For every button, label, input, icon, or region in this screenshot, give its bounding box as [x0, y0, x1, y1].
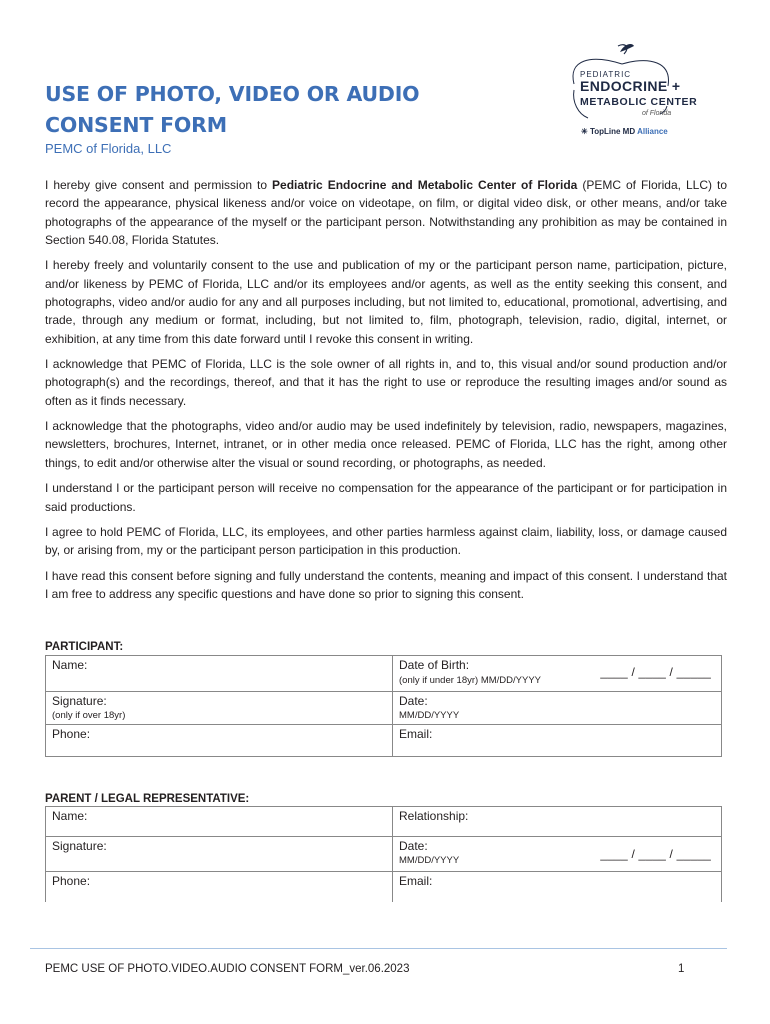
paragraph-1-end: (PEMC of Florida, LLC) to record the appearance, physical likeness and/or voice on videotape, on film, or digital video disk, or other means, and/or take photographs of the appearance of the myself or the participant person. Notwithstanding any prohibition as may be contained in Section 540.08, Florida Statutes.: [45, 178, 727, 247]
representative-phone-field[interactable]: [46, 872, 393, 902]
participant-signature-field[interactable]: [46, 692, 393, 724]
representative-signature-label: Signature:: [52, 839, 107, 853]
alliance-badge: [581, 127, 668, 136]
alliance-prefix: TopLine MD: [589, 127, 636, 136]
participant-date-hint: MM/DD/YYYY: [399, 710, 460, 721]
page-title: [45, 79, 465, 141]
participant-name-field[interactable]: [46, 656, 393, 691]
representative-form: [45, 806, 722, 902]
paragraph-2: I hereby freely and voluntarily consent to the use and publication of my or the participant person name, participation, picture, and/or likeness by PEMC of Florida, LLC and/or its employees and/or agents, as well as the entity seeking this consent, and photographs, video and/or audio for any and all purposes including, but not limited to, educational, promotional, advertising, and trade, through any medium or format, including, but not limited to, film, photograph, television, radio, digital, internet, or exhibition, at any time from this date forward until I revoke this consent in writing.: [45, 258, 727, 346]
participant-dob-hint: (only if under 18yr) MM/DD/YYYY: [399, 675, 542, 686]
representative-name-field[interactable]: [46, 807, 393, 836]
representative-email-field[interactable]: [393, 872, 721, 902]
participant-date-label: Date:: [399, 694, 428, 708]
logo-line-3: METABOLIC CENTER: [580, 96, 698, 108]
participant-form: [45, 655, 722, 757]
pemc-logo: [560, 40, 710, 150]
participant-signature-label: Signature:: [52, 694, 107, 708]
representative-date-field[interactable]: [393, 837, 721, 871]
representative-relationship-label: Relationship:: [399, 809, 469, 823]
representative-name-label: Name:: [52, 809, 88, 823]
representative-signature-field[interactable]: [46, 837, 393, 871]
title-line-2: CONSENT FORM: [45, 113, 227, 137]
representative-row-name: [46, 807, 721, 837]
alliance-suffix: Alliance: [637, 127, 668, 136]
paragraph-1-start: I hereby give consent and permission to: [45, 178, 273, 192]
participant-name-label: Name:: [52, 658, 88, 672]
logo-signature: of Florida: [642, 110, 672, 117]
footer-divider: [30, 948, 727, 949]
paragraph-4: I acknowledge that the photographs, video and/or audio may be used indefinitely by television, radio, newspapers, magazines, newsletters, brochures, Internet, intranet, or in other media once released. PEMC of Florida, LLC has the right, among other things, to edit and/or otherwise alter the visual or sound recording, or photographs, as needed.: [45, 419, 727, 470]
participant-phone-label: Phone:: [52, 727, 91, 741]
page-number: 1: [678, 963, 685, 975]
participant-row-signature: [46, 692, 721, 725]
representative-section-label: PARENT / LEGAL REPRESENTATIVE:: [45, 793, 250, 805]
representative-date-slots: ____ / ____ / _____: [600, 847, 711, 861]
company-name: PEMC of Florida, LLC: [45, 141, 172, 156]
alliance-star-icon: ✳: [581, 127, 588, 136]
logo-line-2: ENDOCRINE +: [580, 78, 681, 94]
participant-section-label: PARTICIPANT:: [45, 641, 124, 653]
paragraph-6: I agree to hold PEMC of Florida, LLC, its employees, and other parties harmless against claim, liability, loss, or damage caused by, or arising from, my or the participant person participation in this production.: [45, 524, 727, 558]
participant-date-field[interactable]: [393, 692, 721, 724]
participant-email-field[interactable]: [393, 725, 721, 756]
representative-email-label: Email:: [399, 874, 433, 888]
participant-signature-hint: (only if over 18yr): [52, 710, 126, 721]
paragraph-3: I acknowledge that PEMC of Florida, LLC is the sole owner of all rights in, and to, this visual and/or sound production and/or photograph(s) and the recordings, thereof, and that it has the right to use or reproduce the resulting images and/or sound as often as it finds necessary.: [45, 357, 727, 408]
participant-row-phone: [46, 725, 721, 756]
participant-email-label: Email:: [399, 727, 433, 741]
representative-row-signature: [46, 837, 721, 872]
representative-relationship-field[interactable]: [393, 807, 721, 836]
paragraph-7: I have read this consent before signing and fully understand the contents, meaning and impact of this consent. I understand that I am free to address any specific questions and have done so prior to signing this consent.: [45, 568, 727, 602]
representative-row-phone: [46, 872, 721, 902]
title-line-1: USE OF PHOTO, VIDEO OR AUDIO: [45, 82, 420, 106]
representative-date-hint: MM/DD/YYYY: [399, 855, 460, 866]
representative-phone-label: Phone:: [52, 874, 91, 888]
footer-form-id: PEMC USE OF PHOTO.VIDEO.AUDIO CONSENT FORM_ver.06.2023: [45, 963, 410, 975]
participant-dob-field[interactable]: [393, 656, 721, 691]
participant-dob-slots: ____ / ____ / _____: [600, 665, 711, 679]
logo-line-1: PEDIATRIC: [580, 70, 632, 79]
participant-dob-label: Date of Birth:: [399, 658, 470, 672]
participant-row-name: [46, 656, 721, 692]
participant-phone-field[interactable]: [46, 725, 393, 756]
paragraph-5: I understand I or the participant person will receive no compensation for the appearance of the participant or for participation in said productions.: [45, 481, 727, 514]
representative-date-label: Date:: [399, 839, 428, 853]
paragraph-1: [45, 176, 727, 249]
consent-body: [45, 176, 727, 611]
center-name: Pediatric Endocrine and Metabolic Center of Florida: [272, 178, 578, 192]
